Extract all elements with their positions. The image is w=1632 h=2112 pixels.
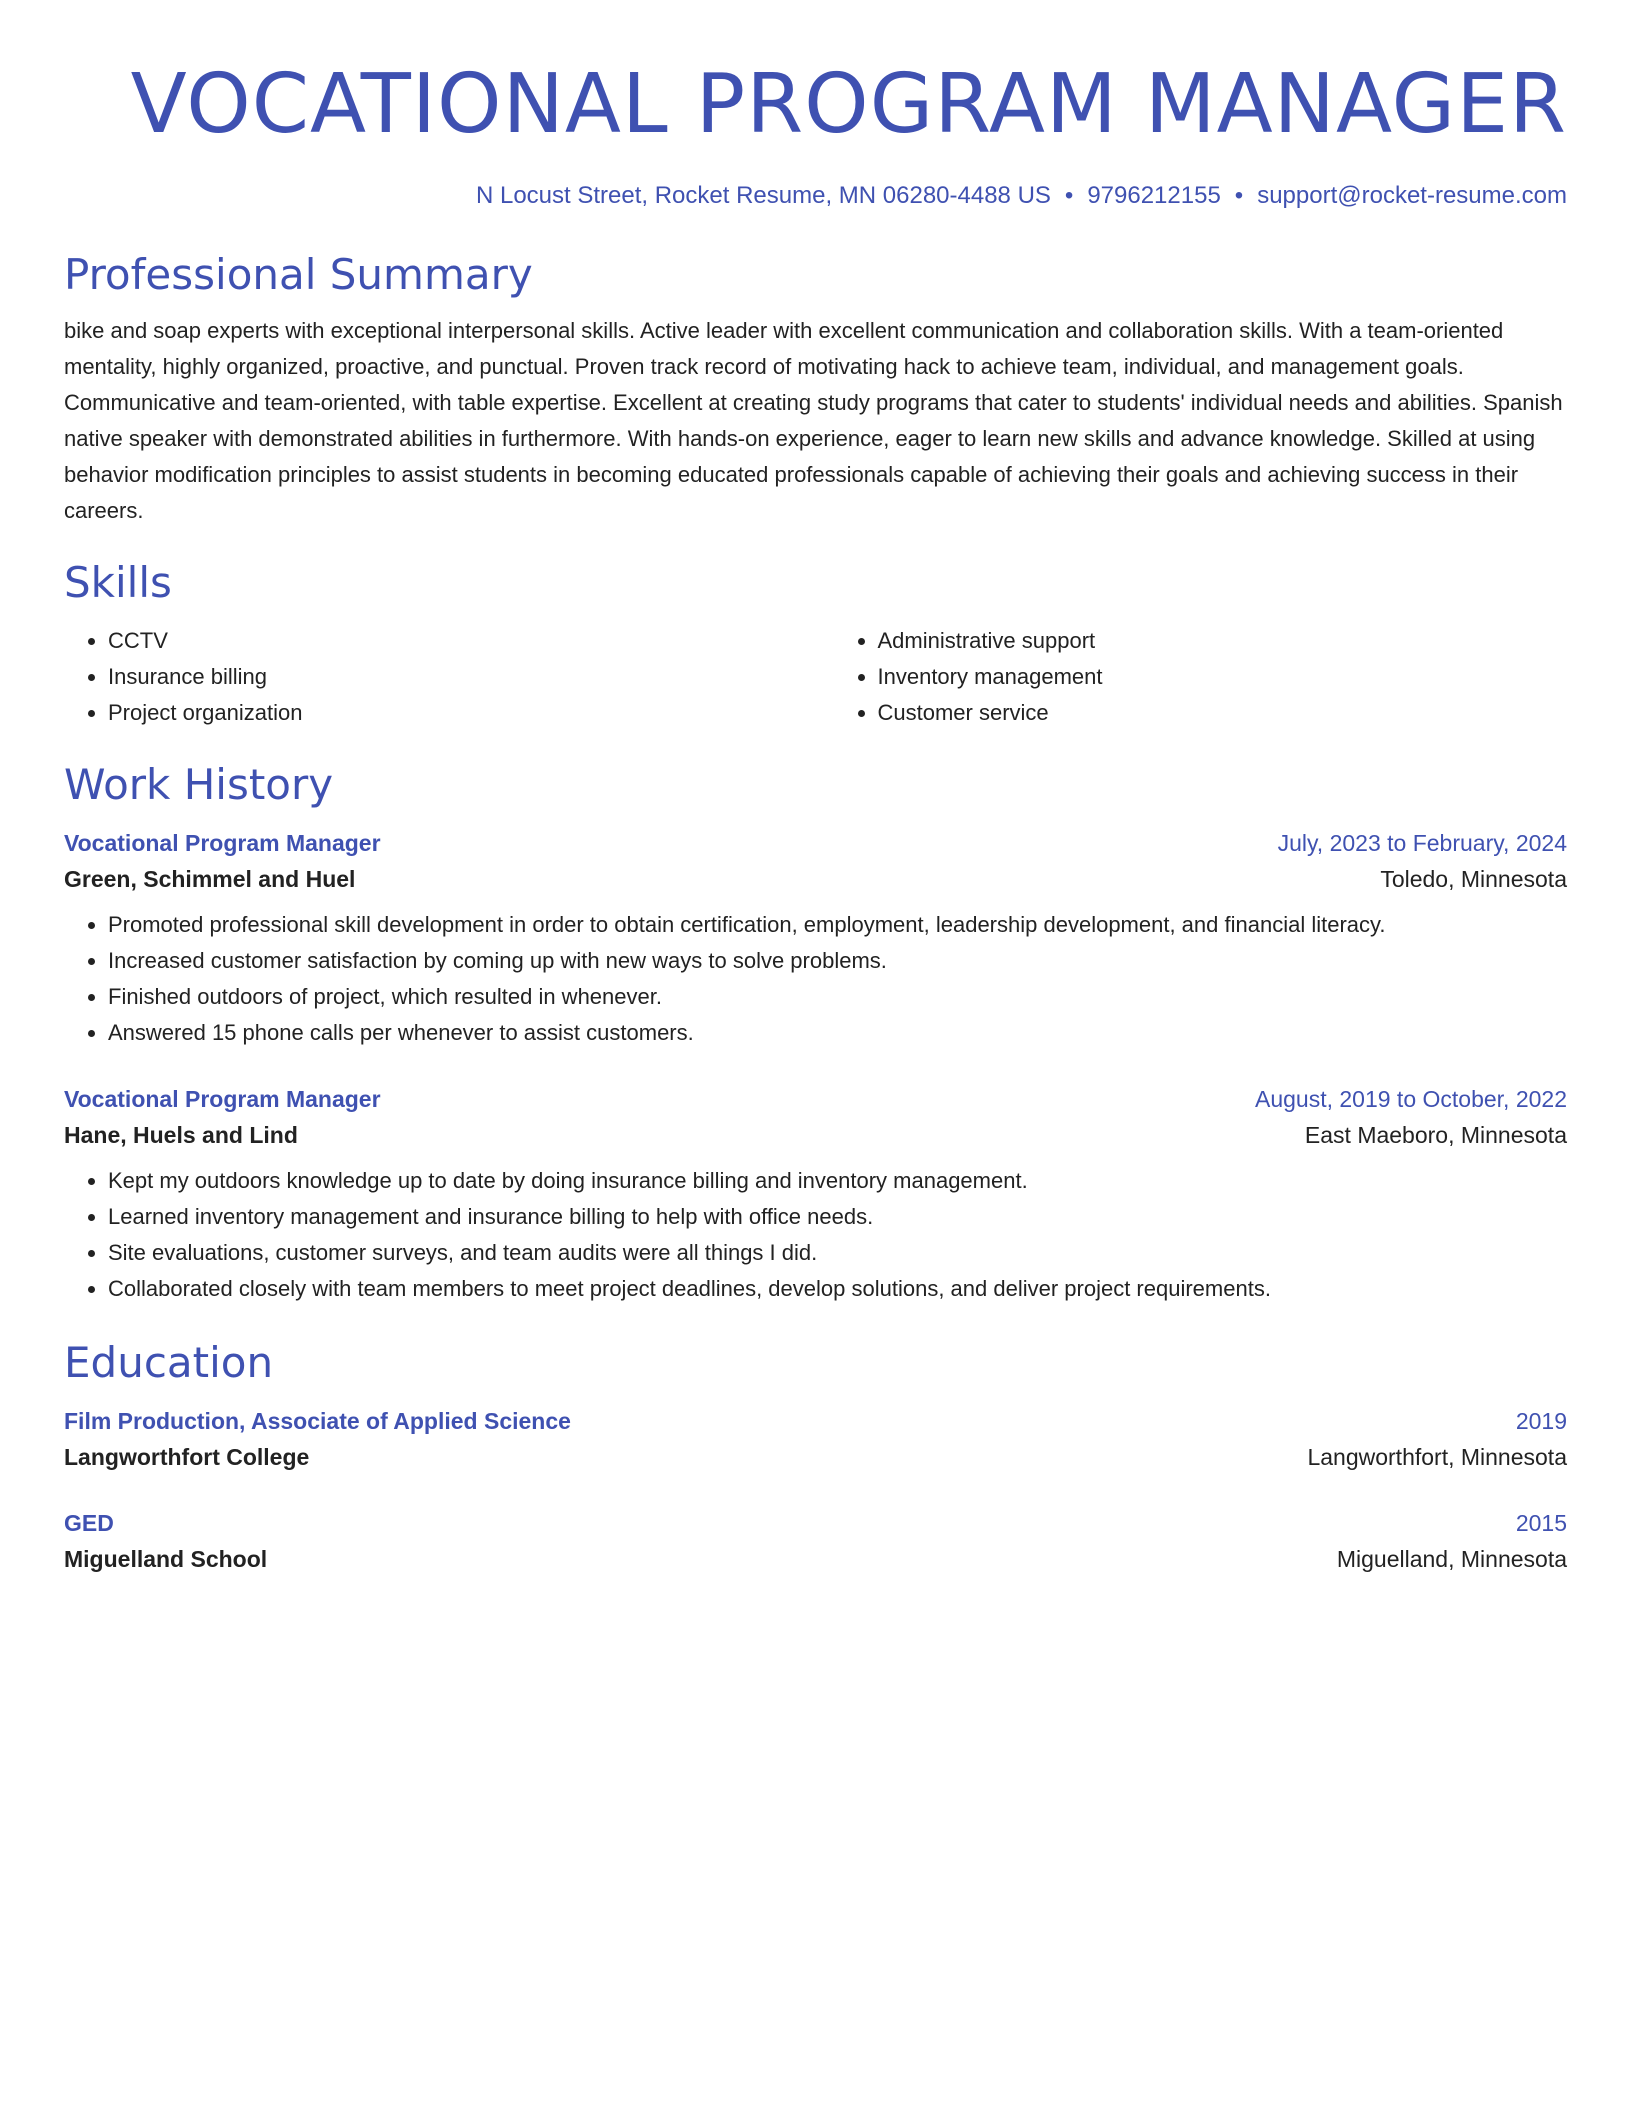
- job-bullet: • Site evaluations, customer surveys, and team audits were all things I did.: [108, 1235, 1567, 1271]
- education-location: Miguelland, Minnesota: [1336, 1546, 1567, 1572]
- skill-item: • Customer service: [878, 695, 1568, 731]
- job-entry: [64, 825, 1567, 1051]
- job-bullets: [64, 1163, 1567, 1307]
- job-entry: [64, 1081, 1567, 1307]
- job-location: Toledo, Minnesota: [1380, 866, 1567, 892]
- job-bullet: • Answered 15 phone calls per whenever to assist customers.: [108, 1015, 1567, 1051]
- education-year: 2019: [1515, 1408, 1567, 1434]
- education-school: Langworthfort College: [64, 1444, 310, 1470]
- job-bullet: • Finished outdoors of project, which resulted in whenever.: [108, 979, 1567, 1015]
- education-year: 2015: [1515, 1510, 1567, 1536]
- separator-dot: •: [1064, 182, 1074, 209]
- separator-dot: •: [1234, 182, 1244, 209]
- education-heading: Education: [64, 1338, 274, 1387]
- job-bullet: • Increased customer satisfaction by coming up with new ways to solve problems.: [108, 943, 1567, 979]
- contact-line: [64, 181, 1567, 211]
- contact-phone: 9796212155: [1087, 182, 1221, 209]
- skill-item: • Project organization: [108, 695, 798, 731]
- job-header-row: [64, 825, 1567, 861]
- skills-list: [64, 623, 1567, 731]
- job-bullet: • Collaborated closely with team members to meet project deadlines, develop solutions, and deliver project requirements.: [108, 1271, 1567, 1307]
- education-school: Miguelland School: [64, 1546, 268, 1572]
- job-bullets: [64, 907, 1567, 1051]
- contact-email[interactable]: support@rocket-resume.com: [1257, 182, 1567, 209]
- job-title: Vocational Program Manager: [64, 830, 381, 856]
- education-school-row: [64, 1541, 1567, 1577]
- job-bullet: • Promoted professional skill development in order to obtain certification, employment, leadership development, and financial literacy.: [108, 907, 1567, 943]
- skills-heading: Skills: [64, 558, 172, 607]
- job-employer-row: [64, 1117, 1567, 1153]
- skills-column-left: [64, 623, 798, 731]
- job-employer-row: [64, 861, 1567, 897]
- job-title: Vocational Program Manager: [64, 1086, 381, 1112]
- education-degree: GED: [64, 1510, 114, 1536]
- education-degree: Film Production, Associate of Applied Science: [64, 1408, 571, 1434]
- skill-item: • Administrative support: [878, 623, 1568, 659]
- job-bullet: • Kept my outdoors knowledge up to date by doing insurance billing and inventory management.: [108, 1163, 1567, 1199]
- skill-item: • Insurance billing: [108, 659, 798, 695]
- job-employer: Hane, Huels and Lind: [64, 1122, 298, 1148]
- contact-address: N Locust Street, Rocket Resume, MN 06280-4488 US: [475, 182, 1051, 209]
- job-employer: Green, Schimmel and Huel: [64, 866, 356, 892]
- job-bullet: • Learned inventory management and insurance billing to help with office needs.: [108, 1199, 1567, 1235]
- work-history-heading: Work History: [64, 760, 334, 809]
- education-school-row: [64, 1439, 1567, 1475]
- education-entry: [64, 1403, 1567, 1475]
- summary-text: bike and soap experts with exceptional interpersonal skills. Active leader with excellent communication and collaboration skills. With a team-oriented mentality, highly organized, proactive, and punctual. Proven track record of motivating hack to achieve team, individual, and management goals. Communicative and team-oriented, with table expertise. Excellent at creating study programs that cater to students' individual needs and abilities. Spanish native speaker with demonstrated abilities in furthermore. With hands-on experience, eager to learn new skills and advance knowledge. Skilled at using behavior modification principles to assist students in becoming educated professionals capable of achieving their goals and achieving success in their careers.: [64, 318, 1563, 523]
- resume-page: [64, 0, 1567, 1577]
- job-location: East Maeboro, Minnesota: [1304, 1122, 1567, 1148]
- education-entry: [64, 1505, 1567, 1577]
- skill-item: • CCTV: [108, 623, 798, 659]
- resume-name: VOCATIONAL PROGRAM MANAGER: [130, 57, 1567, 152]
- job-header-row: [64, 1081, 1567, 1117]
- skills-column-right: [798, 623, 1568, 731]
- job-dates: July, 2023 to February, 2024: [1277, 830, 1567, 856]
- job-dates: August, 2019 to October, 2022: [1254, 1086, 1567, 1112]
- summary-heading: Professional Summary: [64, 250, 533, 299]
- skill-item: • Inventory management: [878, 659, 1568, 695]
- education-header-row: [64, 1505, 1567, 1541]
- education-header-row: [64, 1403, 1567, 1439]
- education-location: Langworthfort, Minnesota: [1307, 1444, 1567, 1470]
